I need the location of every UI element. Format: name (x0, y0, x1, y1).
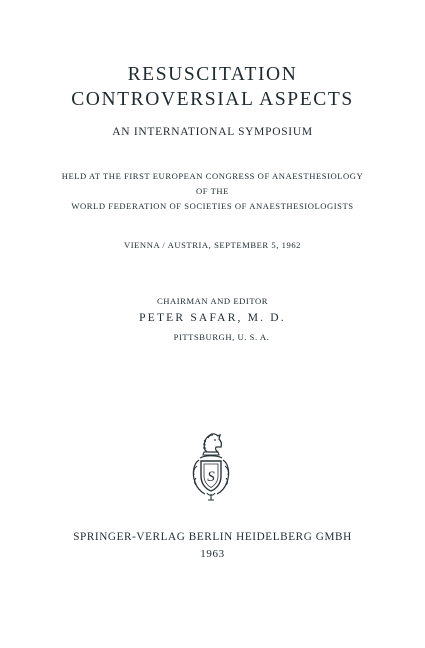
venue-date: VIENNA / AUSTRIA, SEPTEMBER 5, 1962 (123, 240, 302, 250)
editor-location: PITTSBURGH, U. S. A. (173, 332, 270, 342)
book-title-line-2: CONTROVERSIAL ASPECTS (71, 89, 354, 110)
held-at-line-1: HELD AT THE FIRST EUROPEAN CONGRESS OF ANAESTHESIOLOGY (61, 171, 364, 181)
editor-name: PETER SAFAR, M. D. (139, 312, 286, 324)
held-at-line-3: WORLD FEDERATION OF SOCIETIES OF ANAESTHESIOLOGISTS (71, 201, 354, 211)
publication-year: 1963 (200, 548, 225, 560)
held-at-line-2: OF THE (196, 186, 229, 196)
book-subtitle: AN INTERNATIONAL SYMPOSIUM (112, 126, 313, 138)
publisher-name: SPRINGER-VERLAG BERLIN HEIDELBERG GMBH (73, 531, 352, 543)
book-title-line-1: RESUSCITATION (127, 64, 298, 85)
springer-knight-emblem-icon (185, 430, 237, 506)
emblem-letter: S (207, 469, 215, 485)
editor-role: CHAIRMAN AND EDITOR (156, 296, 269, 306)
